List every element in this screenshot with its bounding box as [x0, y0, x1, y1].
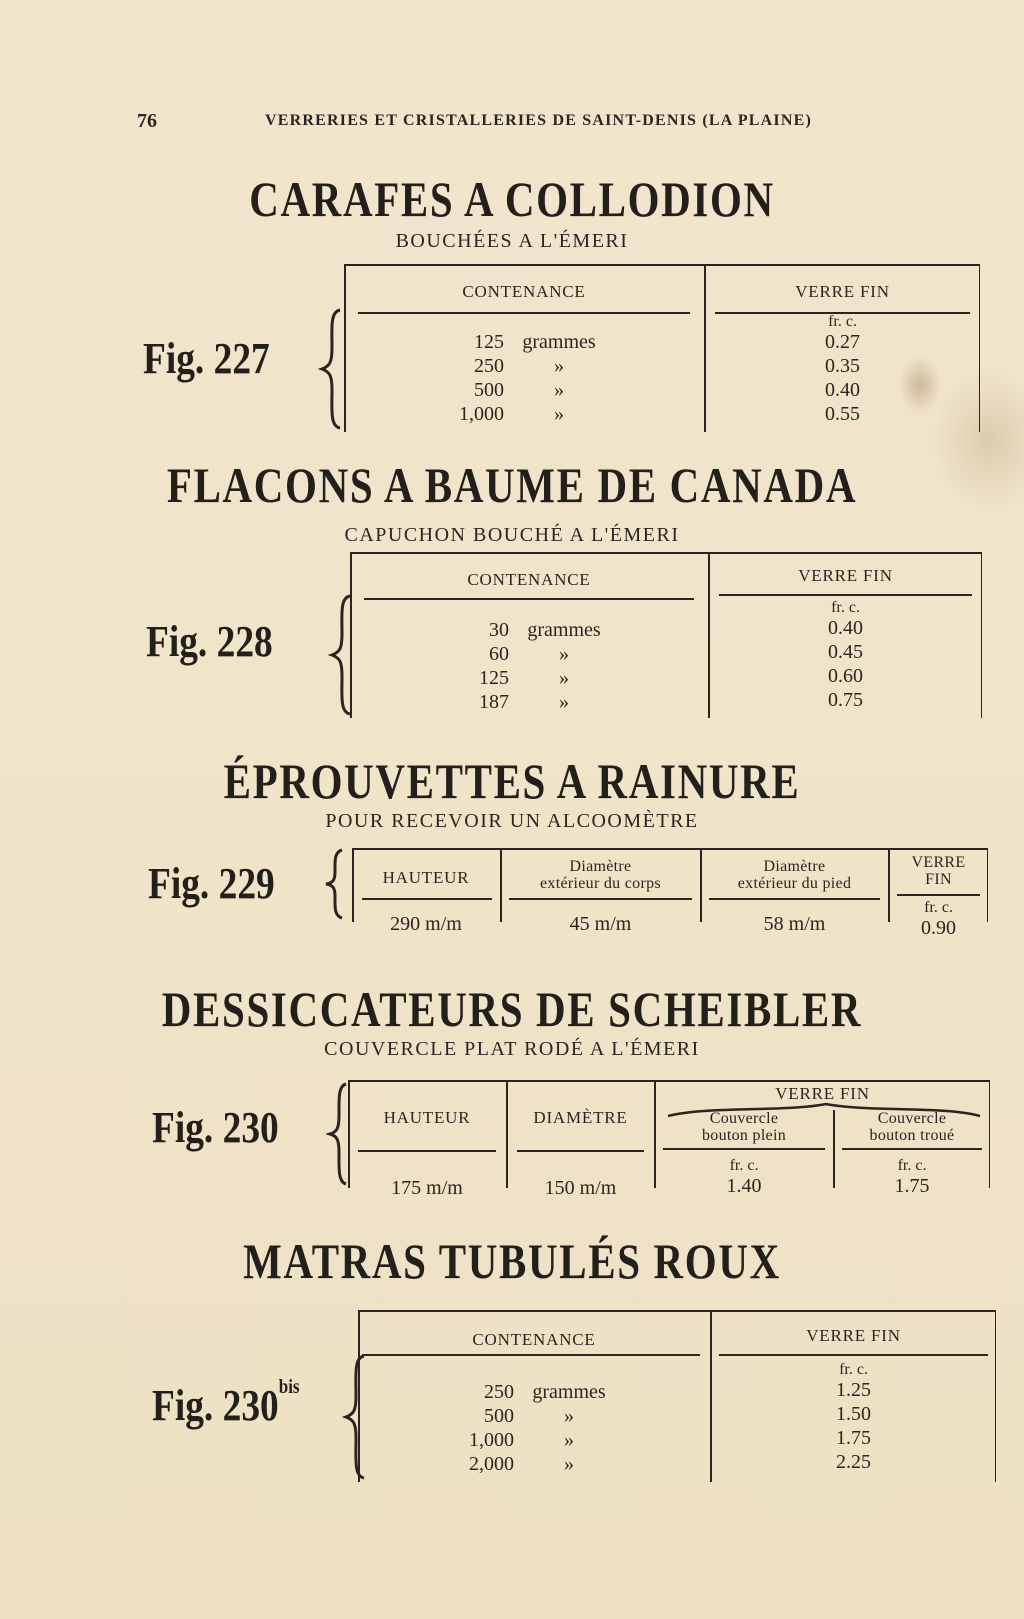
- page-number: 76: [137, 110, 157, 132]
- price-value: 0.60: [828, 665, 863, 687]
- section-heading: DESSICCATEURS DE SCHEIBLER: [161, 981, 863, 1037]
- price-cells: [655, 1158, 833, 1198]
- figure-prefix: Fig.: [152, 1381, 214, 1430]
- section-matras-tubules-roux: [0, 1232, 1024, 1475]
- table-row: 125 grammes: [474, 331, 596, 353]
- price-value: 1.75: [836, 1427, 871, 1449]
- header-rule: [362, 898, 492, 900]
- quantity-cells: [358, 1380, 710, 1476]
- column-header: Diamètre extérieur du corps: [540, 858, 661, 892]
- column-header: VERRE FIN: [795, 282, 890, 301]
- price-value: 0.75: [828, 689, 863, 711]
- header-rule: [719, 594, 972, 596]
- group-header-verre-fin: VERRE FIN: [775, 1084, 870, 1103]
- column-header: CONTENANCE: [467, 570, 591, 589]
- header-rule: [358, 1150, 496, 1152]
- price-cells: [705, 314, 980, 426]
- currency-unit: fr. c.: [828, 313, 857, 330]
- price-value: 1.25: [836, 1379, 871, 1401]
- price-cells: [889, 900, 988, 940]
- price-table: [344, 264, 980, 432]
- figure-suffix: bis: [278, 1376, 300, 1398]
- price-value: 1.40: [726, 1175, 762, 1197]
- table-row: 125 »: [479, 667, 569, 689]
- figure-label: [146, 616, 273, 667]
- price-table: [348, 1080, 990, 1199]
- figure-number: 227: [213, 334, 270, 383]
- column-header: DIAMÈTRE: [533, 1108, 628, 1127]
- price-cells: [711, 1362, 996, 1474]
- header-rule: [897, 894, 980, 896]
- curly-brace-icon: [322, 848, 350, 920]
- header-rule: [509, 898, 692, 900]
- quantity-cells: [344, 330, 704, 426]
- running-title: VERRERIES ET CRISTALLERIES DE SAINT-DENIS (LA PLAINE): [265, 112, 813, 129]
- price-table: [358, 1310, 996, 1482]
- header-rule: [663, 1148, 825, 1150]
- column-header: CONTENANCE: [462, 282, 586, 301]
- column-couvercle-plein: [655, 1082, 833, 1197]
- section-flacons-a-baume-de-canada: [0, 456, 1024, 726]
- cell-hauteur: 290 m/m: [390, 913, 462, 935]
- currency-unit: fr. c.: [831, 599, 860, 616]
- column-hauteur: [352, 850, 500, 935]
- price-value: 2.25: [836, 1451, 871, 1473]
- column-verre-fin: [711, 1312, 996, 1482]
- cell-hauteur: 175 m/m: [391, 1177, 463, 1199]
- table-row: 60 »: [489, 643, 569, 665]
- section-subheading: POUR RECEVOIR UN ALCOOMÈTRE: [325, 810, 699, 832]
- column-header: Couvercle bouton plein: [701, 1110, 787, 1144]
- section-heading: ÉPROUVETTES A RAINURE: [223, 753, 801, 809]
- cell-diametre-corps: 45 m/m: [569, 913, 632, 935]
- column-header: CONTENANCE: [472, 1330, 596, 1349]
- table-row: 187 »: [479, 691, 569, 713]
- column-verre-fin: [705, 266, 980, 432]
- section-carafes-a-collodion: [0, 170, 1024, 440]
- column-contenance: [350, 554, 708, 718]
- header-rule: [364, 598, 694, 600]
- column-diametre-pied: [701, 850, 888, 935]
- figure-label: [143, 333, 270, 384]
- figure-prefix: Fig.: [148, 859, 210, 908]
- column-contenance: [344, 266, 704, 432]
- figure-prefix: Fig.: [152, 1103, 214, 1152]
- price-cells: [834, 1158, 990, 1198]
- figure-number: 228: [216, 617, 273, 666]
- currency-unit: fr. c.: [839, 1361, 868, 1378]
- price-value: 0.40: [828, 617, 863, 639]
- column-header: Diamètre extérieur du pied: [737, 858, 852, 892]
- column-verre-fin: [889, 850, 988, 939]
- section-heading: FLACONS A BAUME DE CANADA: [166, 457, 858, 513]
- price-value: 0.35: [825, 355, 860, 377]
- quantity-cells: [350, 618, 708, 714]
- section-heading: MATRAS TUBULÉS ROUX: [243, 1233, 781, 1289]
- column-header: VERRE FIN: [806, 1326, 901, 1345]
- table-row: 250 grammes: [484, 1381, 606, 1403]
- currency-unit: fr. c.: [924, 899, 953, 916]
- table-row: 500 »: [484, 1405, 574, 1427]
- column-contenance: [358, 1312, 710, 1482]
- header-rule: [719, 1354, 988, 1356]
- price-value: 1.75: [894, 1175, 930, 1197]
- price-value: 1.50: [836, 1403, 871, 1425]
- header-rule: [358, 312, 690, 314]
- figure-label: [152, 1376, 300, 1431]
- running-head: [0, 106, 1024, 136]
- section-subheading: CAPUCHON BOUCHÉ A L'ÉMERI: [344, 524, 680, 546]
- figure-number: 230: [222, 1381, 279, 1430]
- figure-prefix: Fig.: [143, 334, 205, 383]
- figure-label: [148, 858, 275, 909]
- price-value: 0.45: [828, 641, 863, 663]
- section-eprouvettes-a-rainure: [0, 752, 1024, 952]
- figure-number: 229: [218, 859, 275, 908]
- table-row: 30 grammes: [489, 619, 601, 641]
- cell-diametre: 150 m/m: [544, 1177, 617, 1199]
- price-value: 0.90: [921, 917, 956, 939]
- currency-unit: fr. c.: [729, 1157, 759, 1174]
- table-row: 1,000 »: [459, 403, 564, 425]
- column-header: HAUTEUR: [382, 868, 470, 887]
- column-header: VERRE FIN: [911, 854, 966, 888]
- section-dessiccateurs-de-scheibler: [0, 980, 1024, 1210]
- header-rule: [842, 1148, 982, 1150]
- cell-diametre-pied: 58 m/m: [763, 913, 826, 935]
- dimensions-table: [352, 848, 988, 939]
- price-cells: [709, 600, 982, 712]
- column-header: VERRE FIN: [798, 566, 893, 585]
- section-subheading: BOUCHÉES A L'ÉMERI: [395, 230, 629, 252]
- figure-number: 230: [222, 1103, 279, 1152]
- table-row: 250 »: [474, 355, 564, 377]
- column-diametre-corps: [501, 850, 700, 935]
- column-hauteur: [348, 1082, 506, 1199]
- column-diametre: [507, 1082, 654, 1199]
- price-value: 0.40: [825, 379, 860, 401]
- price-value: 0.55: [825, 403, 860, 425]
- price-value: 0.27: [825, 331, 860, 353]
- column-couvercle-troue: [834, 1082, 990, 1197]
- price-table: [350, 552, 982, 718]
- currency-unit: fr. c.: [897, 1157, 927, 1174]
- figure-prefix: Fig.: [146, 617, 208, 666]
- column-header: Couvercle bouton troué: [869, 1110, 955, 1144]
- header-rule: [709, 898, 880, 900]
- column-verre-fin: [709, 554, 982, 718]
- table-row: 1,000 »: [469, 1429, 574, 1451]
- table-row: 2,000 »: [469, 1453, 574, 1475]
- table-row: 500 »: [474, 379, 564, 401]
- section-subheading: COUVERCLE PLAT RODÉ A L'ÉMERI: [324, 1038, 700, 1060]
- column-header: HAUTEUR: [383, 1108, 471, 1127]
- section-heading: CARAFES A COLLODION: [249, 171, 775, 227]
- figure-label: [152, 1102, 279, 1153]
- header-rule: [362, 1354, 700, 1356]
- header-rule: [517, 1150, 644, 1152]
